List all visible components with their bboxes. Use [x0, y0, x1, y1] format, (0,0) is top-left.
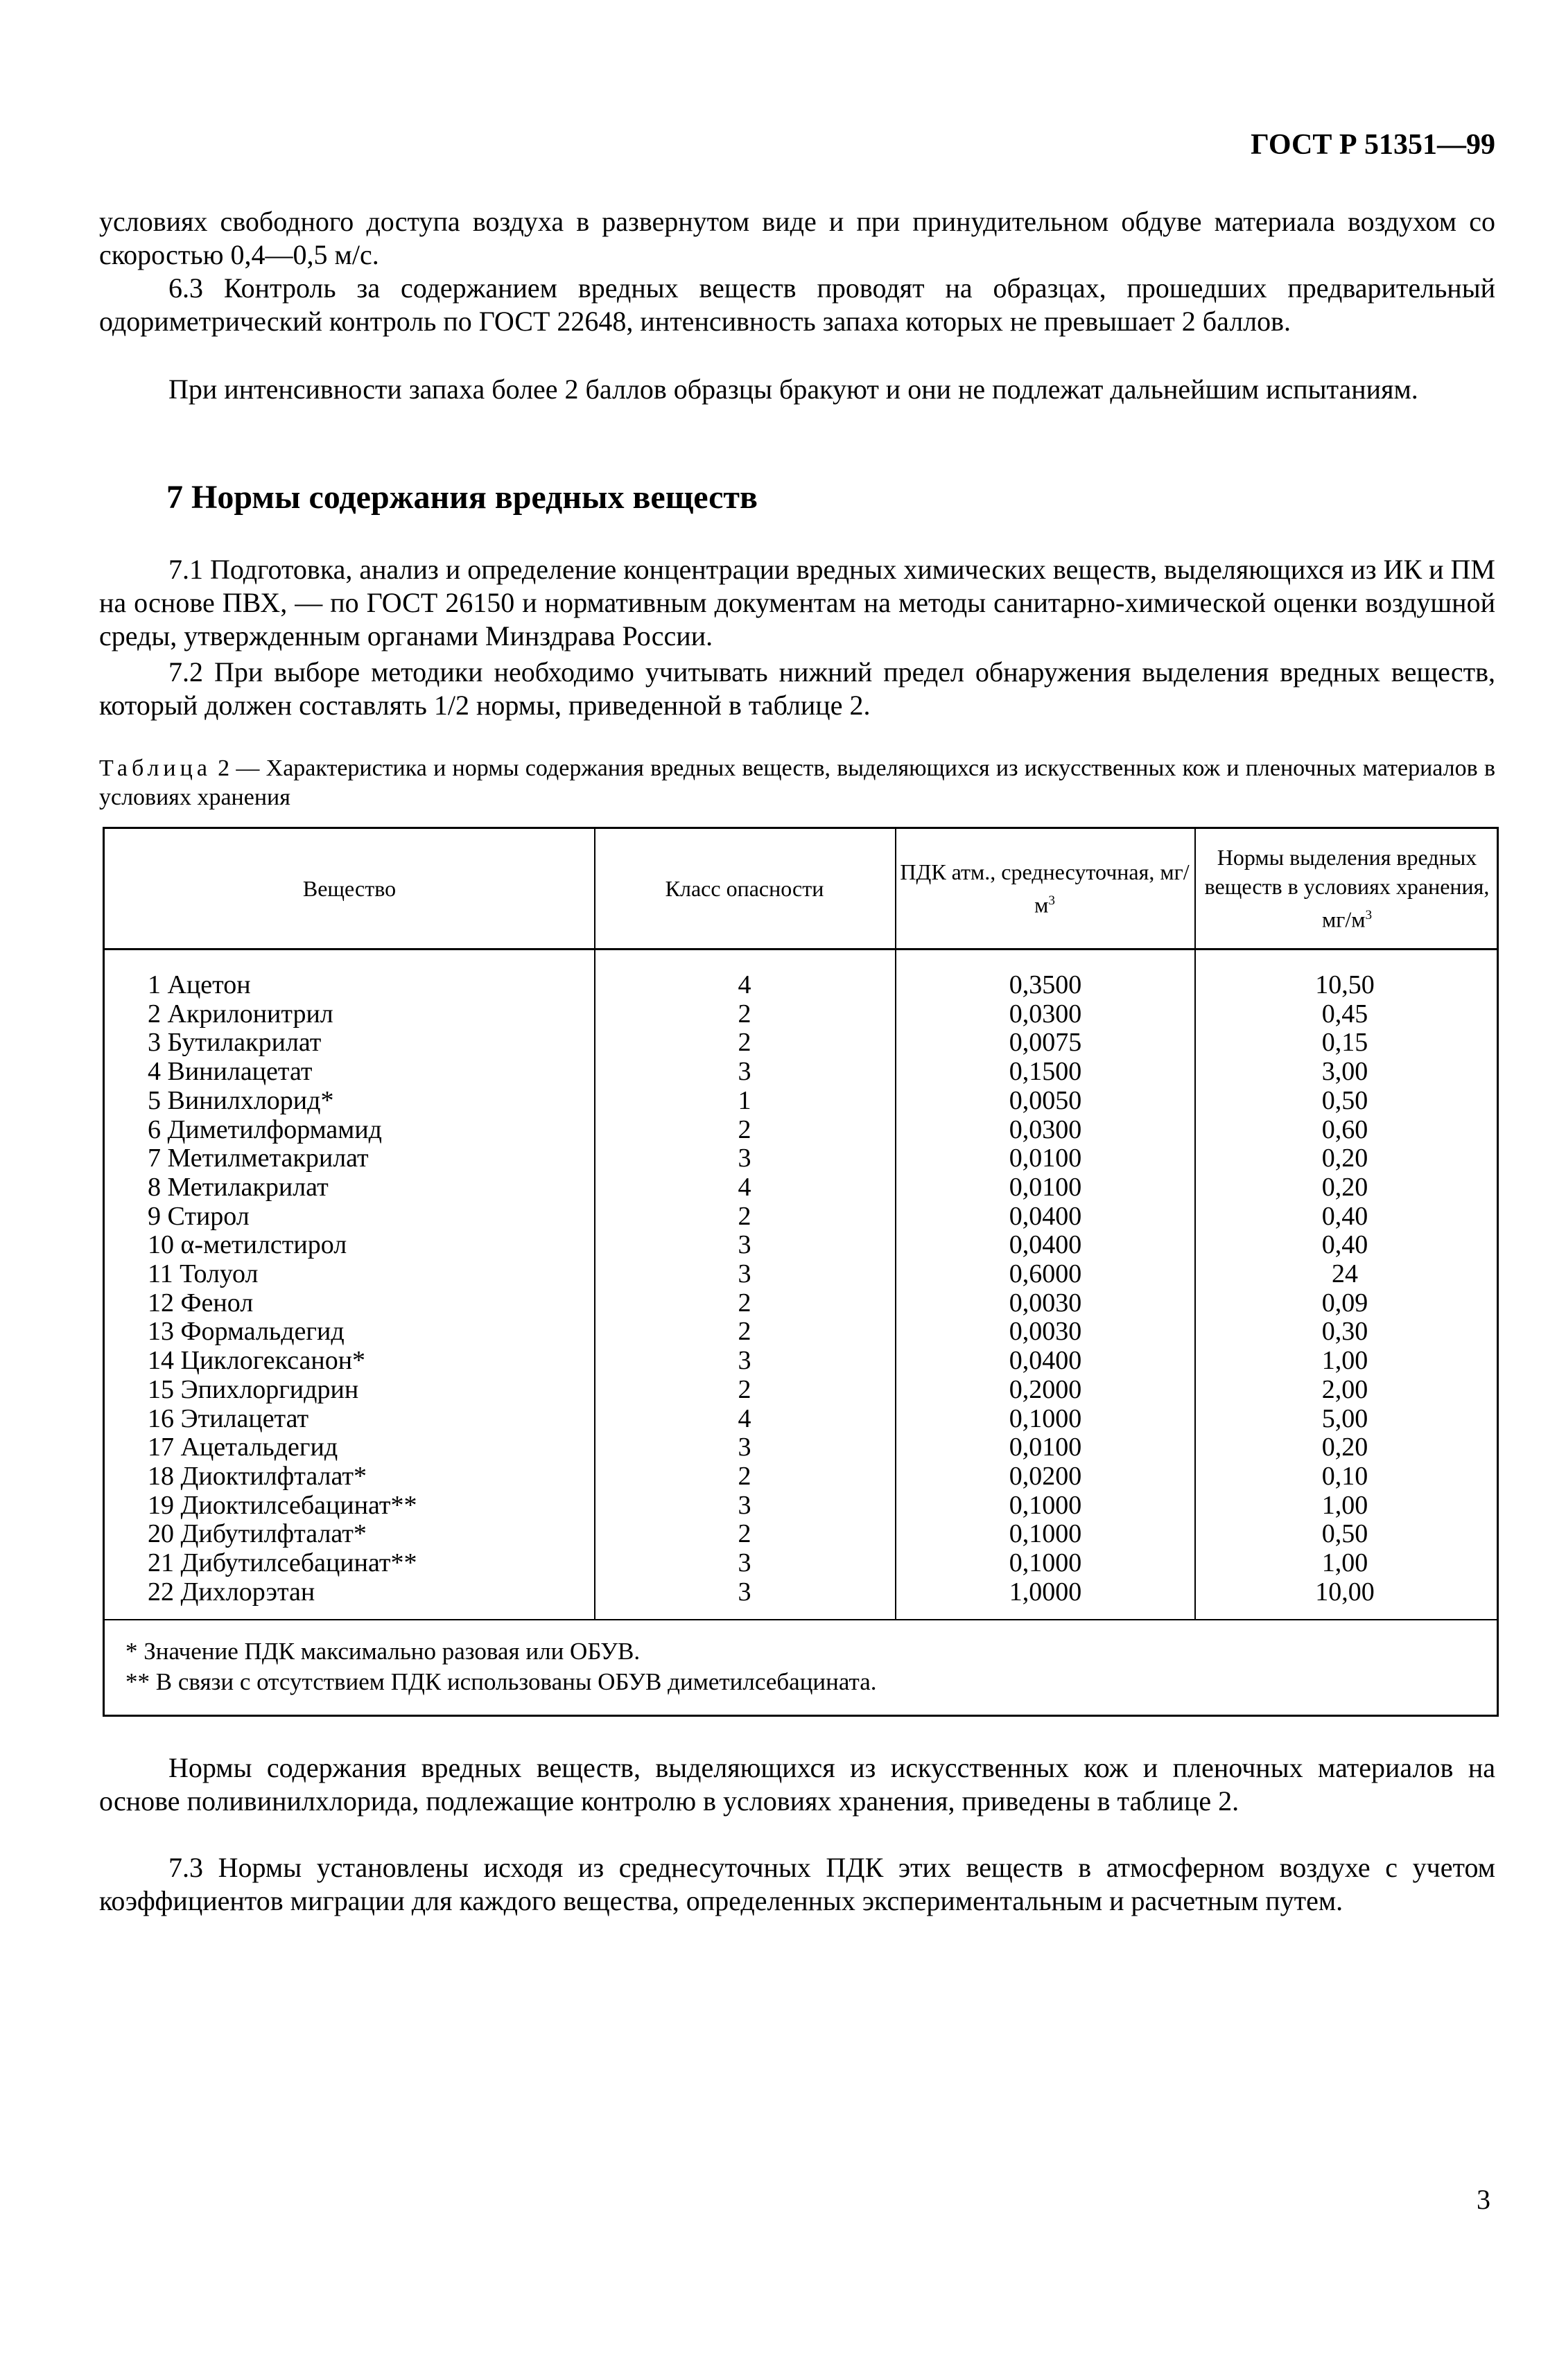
substance-name: 14 Циклогексанон* — [148, 1346, 366, 1376]
emission-norm: 0,50 — [1321, 1519, 1368, 1549]
substance-name: 5 Винилхлорид* — [148, 1085, 334, 1115]
footnote-1: * Значение ПДК максимально разовая или ОБУВ. — [125, 1638, 641, 1665]
emission-norm: 0,30 — [1321, 1317, 1368, 1347]
header-substance: Вещество — [302, 876, 397, 901]
substance-name: 17 Ацетальдегид — [148, 1433, 338, 1462]
emission-norm: 24 — [1332, 1259, 1358, 1288]
substance-name: 18 Диоктилфталат* — [148, 1461, 367, 1491]
emission-norm: 0,10 — [1321, 1461, 1368, 1491]
section-heading: 7 Нормы содержания вредных веществ — [166, 479, 758, 516]
hazard-class: 4 — [738, 1172, 751, 1202]
substance-name: 20 Дибутилфталат* — [148, 1519, 367, 1549]
table-row — [105, 1259, 1497, 1288]
table-row — [105, 1519, 1497, 1548]
mpc-value: 0,0300 — [1009, 999, 1082, 1029]
mpc-value: 0,1000 — [1009, 1403, 1082, 1433]
unit-superscript: 3 — [1048, 893, 1055, 909]
table-row — [105, 1144, 1497, 1173]
emission-norm: 0,60 — [1321, 1114, 1368, 1144]
paragraph-7-2-text: 7.2 При выборе методики необходимо учитывать нижний предел обнаружения выделения вредных веществ, который должен составлять — [99, 656, 1495, 721]
mpc-value: 0,0300 — [1009, 1114, 1082, 1144]
emission-norm: 5,00 — [1321, 1403, 1368, 1433]
substance-name: 8 Метилакрилат — [148, 1172, 329, 1202]
table-row — [105, 1230, 1497, 1259]
paragraph-7-3: 7.3 Нормы установлены исходя из среднесуточных ПДК этих веществ в атмосферном воздухе с учетом коэффициентов миграции для каждого вещества, определенных экспериментальным и расчетным путем. — [99, 1852, 1495, 1916]
hazard-class: 2 — [738, 1374, 751, 1404]
hazard-class: 4 — [738, 970, 751, 999]
paragraph-7-1: 7.1 Подготовка, анализ и определение концентрации вредных химических веществ, выделяющихся из ИК и ПМ на основе ПВХ, — по ГОСТ 26150 и нормативным документам на методы санитарно-химической оценки воздушной среды, утвержденным органами Минздрава России. — [99, 554, 1495, 651]
mpc-value: 0,1500 — [1009, 1057, 1082, 1087]
table-row — [105, 1057, 1497, 1086]
hazard-class: 2 — [738, 1519, 751, 1549]
header-emission-norms — [1194, 829, 1499, 948]
substance-name: 3 Бутилакрилат — [148, 1028, 322, 1058]
hazard-class: 2 — [738, 1028, 751, 1058]
emission-norm: 1,00 — [1321, 1346, 1368, 1376]
document-code: ГОСТ Р 51351—99 — [1251, 129, 1495, 161]
mpc-value: 0,0400 — [1009, 1230, 1082, 1260]
mpc-value: 0,0400 — [1009, 1201, 1082, 1231]
mpc-value: 0,1000 — [1009, 1548, 1082, 1577]
hazard-class: 3 — [738, 1057, 751, 1087]
hazard-class: 3 — [738, 1548, 751, 1577]
emission-norm: 0,50 — [1321, 1085, 1368, 1115]
emission-norm: 0,40 — [1321, 1201, 1368, 1231]
mpc-value: 0,3500 — [1009, 970, 1082, 999]
hazard-class: 3 — [738, 1577, 751, 1607]
paragraph-norms: Нормы содержания вредных веществ, выделяющихся из искусственных кож и пленочных материалов на основе поливинилхлорида, подлежащие контролю в условиях хранения, приведены в таблице 2. — [99, 1752, 1495, 1817]
table-row — [105, 1433, 1497, 1462]
header-divider — [105, 948, 1497, 950]
emission-norm: 0,09 — [1321, 1288, 1368, 1318]
emission-norm: 0,40 — [1321, 1230, 1368, 1260]
header-mpc-text: ПДК атм., среднесуточная, мг/м — [900, 859, 1190, 918]
hazard-class: 1 — [738, 1085, 751, 1115]
paragraph-7-2-text-end: нормы, приведенной в таблице 2. — [469, 690, 871, 721]
mpc-value: 1,0000 — [1009, 1577, 1082, 1607]
table-caption-text: 2 — Характеристика и нормы содержания вредных веществ, выделяющихся из искусственных кож и пленочных материалов в условиях хранения — [99, 755, 1495, 810]
substance-name: 11 Толуол — [148, 1259, 259, 1288]
substance-name: 21 Дибутилсебацинат** — [148, 1548, 417, 1577]
emission-norm: 0,20 — [1321, 1172, 1368, 1202]
substance-name: 10 α-метилстирол — [148, 1230, 347, 1260]
emission-norm: 10,50 — [1315, 970, 1375, 999]
table-row — [105, 1548, 1497, 1577]
mpc-value: 0,0400 — [1009, 1346, 1082, 1376]
fraction: 1/2 — [433, 690, 469, 721]
emission-norm: 1,00 — [1321, 1548, 1368, 1577]
hazard-class: 2 — [738, 999, 751, 1029]
substance-name: 1 Ацетон — [148, 970, 251, 999]
table-row — [105, 1173, 1497, 1202]
hazard-class: 3 — [738, 1144, 751, 1173]
footnote-2: ** В связи с отсутствием ПДК использованы ОБУВ диметилсебацината. — [125, 1668, 877, 1695]
unit-superscript: 3 — [1365, 908, 1373, 923]
paragraph-7-2 — [99, 656, 1495, 722]
substance-name: 16 Этилацетат — [148, 1403, 309, 1433]
substance-name: 22 Дихлорэтан — [148, 1577, 315, 1607]
mpc-value: 0,0075 — [1009, 1028, 1082, 1058]
table-row — [105, 1086, 1497, 1115]
table-caption — [99, 754, 1495, 812]
hazard-class: 2 — [738, 1461, 751, 1491]
paragraph-continuation: условиях свободного доступа воздуха в развернутом виде и при принудительном обдуве материала воздухом со скоростью 0,4—0,5 м/с. — [99, 206, 1495, 270]
hazard-class: 2 — [738, 1201, 751, 1231]
header-norms-text: Нормы выделения вредных веществ в условиях хранения, мг/м — [1204, 845, 1490, 932]
mpc-value: 0,6000 — [1009, 1259, 1082, 1288]
table-row — [105, 1028, 1497, 1057]
emission-norm: 1,00 — [1321, 1490, 1368, 1520]
emission-norm: 0,20 — [1321, 1433, 1368, 1462]
table-row — [105, 999, 1497, 1029]
emission-norm: 0,15 — [1321, 1028, 1368, 1058]
emission-norm: 10,00 — [1315, 1577, 1375, 1607]
hazard-class: 3 — [738, 1230, 751, 1260]
substance-name: 12 Фенол — [148, 1288, 254, 1318]
paragraph-rejection: При интенсивности запаха более 2 баллов образцы бракуют и они не подлежат дальнейшим испытаниям. — [168, 374, 1418, 405]
hazard-class: 3 — [738, 1433, 751, 1462]
mpc-value: 0,0100 — [1009, 1144, 1082, 1173]
table-row — [105, 970, 1497, 999]
substance-name: 19 Диоктилсебацинат** — [148, 1490, 417, 1520]
mpc-value: 0,1000 — [1009, 1490, 1082, 1520]
hazard-class: 3 — [738, 1490, 751, 1520]
mpc-value: 0,2000 — [1009, 1374, 1082, 1404]
table-row — [105, 1462, 1497, 1491]
table-row — [105, 1577, 1497, 1607]
hazard-class: 3 — [738, 1259, 751, 1288]
table-row — [105, 1404, 1497, 1433]
substance-name: 2 Акрилонитрил — [148, 999, 333, 1029]
mpc-value: 0,0100 — [1009, 1433, 1082, 1462]
substance-name: 4 Винилацетат — [148, 1057, 313, 1087]
table-2 — [103, 827, 1499, 1717]
emission-norm: 0,45 — [1321, 999, 1368, 1029]
paragraph-6-3: 6.3 Контроль за содержанием вредных веществ проводят на образцах, прошедших предварительный одориметрический контроль по ГОСТ 22648, интенсивность запаха которых не превышает 2 баллов. — [99, 272, 1495, 337]
emission-norm: 0,20 — [1321, 1144, 1368, 1173]
hazard-class: 2 — [738, 1114, 751, 1144]
hazard-class: 2 — [738, 1288, 751, 1318]
header-hazard-class: Класс опасности — [665, 876, 824, 901]
footnote-divider — [105, 1619, 1497, 1620]
table-caption-label: Таблица — [99, 755, 211, 781]
table-row — [105, 1288, 1497, 1318]
hazard-class: 3 — [738, 1346, 751, 1376]
mpc-value: 0,1000 — [1009, 1519, 1082, 1549]
mpc-value: 0,0030 — [1009, 1317, 1082, 1347]
emission-norm: 2,00 — [1321, 1374, 1368, 1404]
emission-norm: 3,00 — [1321, 1057, 1368, 1087]
substance-name: 7 Метилметакрилат — [148, 1144, 369, 1173]
table-row — [105, 1202, 1497, 1231]
mpc-value: 0,0200 — [1009, 1461, 1082, 1491]
mpc-value: 0,0030 — [1009, 1288, 1082, 1318]
table-row — [105, 1491, 1497, 1520]
mpc-value: 0,0100 — [1009, 1172, 1082, 1202]
table-row — [105, 1115, 1497, 1144]
hazard-class: 2 — [738, 1317, 751, 1347]
hazard-class: 4 — [738, 1403, 751, 1433]
table-row — [105, 1346, 1497, 1375]
mpc-value: 0,0050 — [1009, 1085, 1082, 1115]
substance-name: 9 Стирол — [148, 1201, 250, 1231]
page-number: 3 — [1477, 2184, 1490, 2215]
table-row — [105, 1317, 1497, 1346]
table-row — [105, 1375, 1497, 1404]
substance-name: 15 Эпихлоргидрин — [148, 1374, 359, 1404]
substance-name: 13 Формальдегид — [148, 1317, 345, 1347]
header-mpc — [895, 829, 1194, 948]
substance-name: 6 Диметилформамид — [148, 1114, 382, 1144]
